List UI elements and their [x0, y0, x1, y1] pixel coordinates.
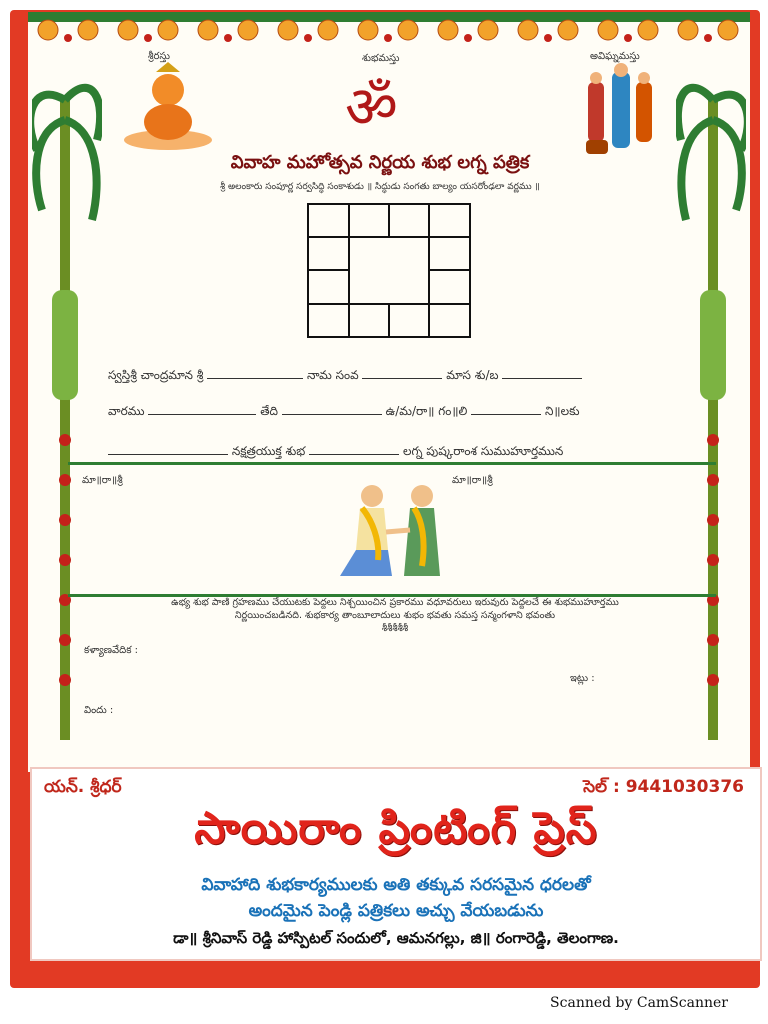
garland-border	[28, 12, 750, 46]
blank-field	[108, 444, 228, 455]
vindu-label: విందు :	[84, 705, 114, 716]
form-row-2	[108, 404, 580, 421]
blank-field	[471, 404, 541, 415]
blank-field	[207, 368, 303, 379]
form-label-time: ఉ/మ/రా॥ గం॥లి	[385, 404, 468, 418]
green-divider-top	[68, 462, 716, 465]
blessing-line-2: నిర్ణయించబడినది. శుభకార్య తాంబూలాదులు శుభం భవతు సమస్త సన్మంగళాని భవంతు	[234, 610, 556, 621]
invitation-title: వివాహ మహోత్సవ నిర్ణయ శుభ లగ్న పత్రిక	[230, 152, 530, 173]
blank-field	[362, 368, 442, 379]
form-label-lagna: లగ్న పుష్కరాంశ సుముహూర్తమున	[402, 444, 564, 458]
blank-field	[148, 404, 256, 415]
blank-field	[502, 368, 582, 379]
blank-field	[282, 404, 382, 415]
rama-parivar-image	[578, 62, 674, 158]
left-deity-label: శ్రీరస్తు	[148, 51, 170, 62]
blessing-line-1: ఉభ్య శుభ పాణి గ్రహణము చేయుటకు పెద్దలు నిశ్చయించిన ప్రకారము వధూవరులు ఇరువురు పెద్దలచే ఈ శుభముహూర్తము	[171, 597, 619, 608]
blessing-line-3: శీశీశీశీశీ	[381, 623, 409, 634]
printer-phone: సెల్ : 9441030376	[583, 777, 744, 797]
form-row-1	[108, 368, 582, 385]
blank-field	[309, 444, 399, 455]
scanner-watermark: Scanned by CamScanner	[550, 995, 728, 1011]
press-tagline-2: అందమైన పెండ్లి పత్రికలు అచ్చు వేయబడును	[248, 901, 544, 921]
press-address: డా॥ శ్రీనివాస్ రెడ్డి హాస్పిటల్ సందులో, ఆమనగల్లు, జి॥ రంగారెడ్డి, తెలంగాణ.	[173, 929, 619, 947]
right-deity-label: అవిఘ్నమస్తు	[590, 51, 640, 62]
horoscope-grid	[307, 203, 471, 338]
form-label-nimishalu: ని॥లకు	[545, 404, 580, 418]
form-label-nakshatra: నక్షత్రయుక్త శుభ	[231, 444, 306, 458]
blessing-text	[80, 596, 710, 635]
bride-groom-image	[330, 480, 460, 580]
press-name: సాయిరాం ప్రింటింగ్ ప్రెస్	[194, 803, 598, 854]
form-label-chandramana: స్వస్తిశ్రీ చాంద్రమాన శ్రీ	[108, 368, 204, 382]
banana-tree-right	[676, 60, 746, 750]
itlu-label: ఇట్లు :	[570, 673, 595, 684]
bride-name-label: మా॥రా॥శ్రీ	[452, 475, 493, 486]
kalyana-vedika-label: కళ్యాణవేదిక :	[84, 645, 138, 656]
om-symbol: ॐ	[345, 73, 398, 141]
form-row-3	[108, 444, 563, 461]
printer-owner-name: యన్. శ్రీధర్	[44, 777, 122, 797]
printer-banner	[30, 767, 762, 961]
form-label-varamu: వారము	[108, 404, 145, 418]
form-label-tedi: తేది	[260, 404, 279, 418]
invocation-line: శ్రీ అలంకారు సంపూర్ణ సర్వసిద్ధి సంకాశుడు ॥ సిద్ధుడు సంగతు బాల్యం యసరోంఢలా వర్ణము ॥	[220, 182, 540, 192]
ganesha-image	[120, 62, 216, 152]
groom-name-label: మా॥రా॥శ్రీ	[82, 475, 123, 486]
press-tagline-1: వివాహాది శుభకార్యములకు అతి తక్కువ సరసమైన ధరలతో	[201, 875, 591, 895]
form-label-nama-samvat: నామ సంవ	[306, 368, 359, 382]
center-label: శుభమస్తు	[362, 53, 400, 64]
form-label-masa: మాస శు/బ	[446, 368, 499, 382]
